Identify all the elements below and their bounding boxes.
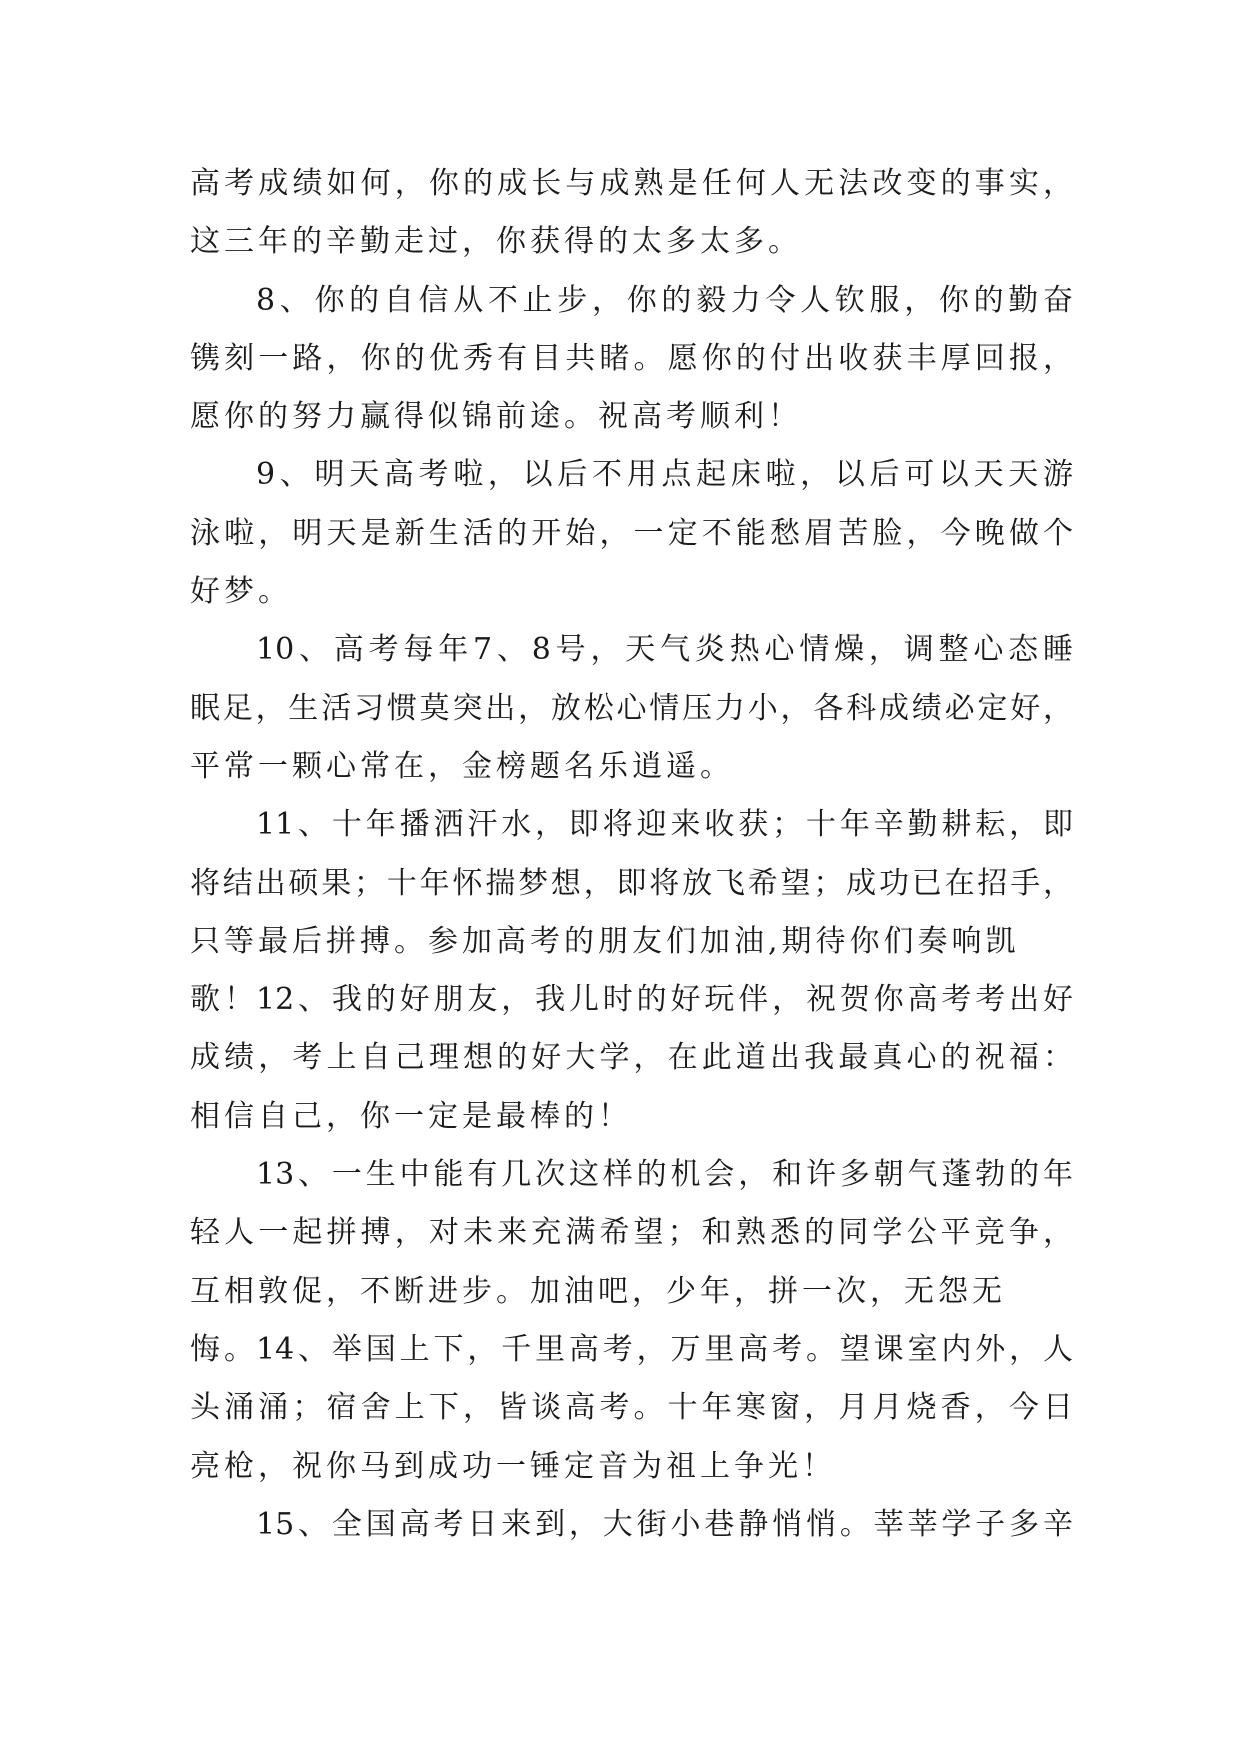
paragraph-item-8 bbox=[190, 272, 1073, 447]
document-body bbox=[190, 155, 1073, 1554]
text-line: 14、举国上下，千里高考，万里高考。望课室内外，人 bbox=[256, 1331, 1073, 1367]
text-line: 好梦。 bbox=[190, 574, 292, 610]
text-line: 眠足，生活习惯莫突出，放松心情压力小，各科成绩必定好， bbox=[190, 690, 1073, 726]
text-line: 将结出硕果；十年怀揣梦想，即将放飞希望；成功已在招手， bbox=[190, 865, 1073, 901]
text-line: 成绩，考上自己理想的好大学，在此道出我最真心的祝福： bbox=[190, 1040, 1073, 1076]
text-line: 13、一生中能有几次这样的机会，和许多朝气蓬勃的年 bbox=[256, 1157, 1073, 1193]
text-line: 10、高考每年7、8号，天气炎热心情燥，调整心态睡 bbox=[256, 632, 1073, 668]
text-line: 泳啦，明天是新生活的开始，一定不能愁眉苦脸，今晚做个 bbox=[190, 515, 1073, 551]
text-line: 轻人一起拼搏，对未来充满希望；和熟悉的同学公平竞争， bbox=[190, 1215, 1073, 1251]
text-line: 只等最后拼搏。参加高考的朋友们加油,期待你们奏响凯歌！ bbox=[190, 923, 1020, 1018]
paragraph-item-10 bbox=[190, 621, 1073, 796]
text-line: 11、十年播洒汗水，即将迎来收获；十年辛勤耕耘，即 bbox=[256, 807, 1073, 843]
text-line: 头涌涌；宿舍上下，皆谈高考。十年寒窗，月月烧香，今日 bbox=[190, 1390, 1073, 1426]
paragraph-item-9 bbox=[190, 446, 1073, 621]
paragraph-item-12 bbox=[190, 971, 1073, 1146]
paragraph-continuation bbox=[190, 155, 1073, 272]
text-line: 8、你的自信从不止步，你的毅力令人钦服，你的勤奋 bbox=[256, 282, 1073, 318]
text-line: 这三年的辛勤走过，你获得的太多太多。 bbox=[190, 224, 802, 260]
paragraph-item-15 bbox=[190, 1496, 1073, 1554]
text-line: 12、我的好朋友，我儿时的好玩伴，祝贺你高考考出好 bbox=[256, 982, 1073, 1018]
text-line: 15、全国高考日来到，大街小巷静悄悄。莘莘学子多辛 bbox=[256, 1506, 1073, 1542]
text-line: 镌刻一路，你的优秀有目共睹。愿你的付出收获丰厚回报， bbox=[190, 340, 1073, 376]
text-line: 互相敦促，不断进步。加油吧，少年，拼一次，无怨无悔。 bbox=[190, 1273, 1006, 1367]
paragraph-item-14 bbox=[190, 1321, 1073, 1496]
text-line: 相信自己，你一定是最棒的！ bbox=[190, 1098, 632, 1134]
text-line: 高考成绩如何，你的成长与成熟是任何人无法改变的事实， bbox=[190, 166, 1073, 201]
text-line: 平常一颗心常在，金榜题名乐逍遥。 bbox=[190, 748, 734, 784]
text-line: 亮枪，祝你马到成功一锤定音为祖上争光！ bbox=[190, 1448, 836, 1484]
text-line: 愿你的努力赢得似锦前途。祝高考顺利！ bbox=[190, 399, 802, 435]
text-line: 9、明天高考啦，以后不用点起床啦，以后可以天天游 bbox=[256, 457, 1073, 493]
